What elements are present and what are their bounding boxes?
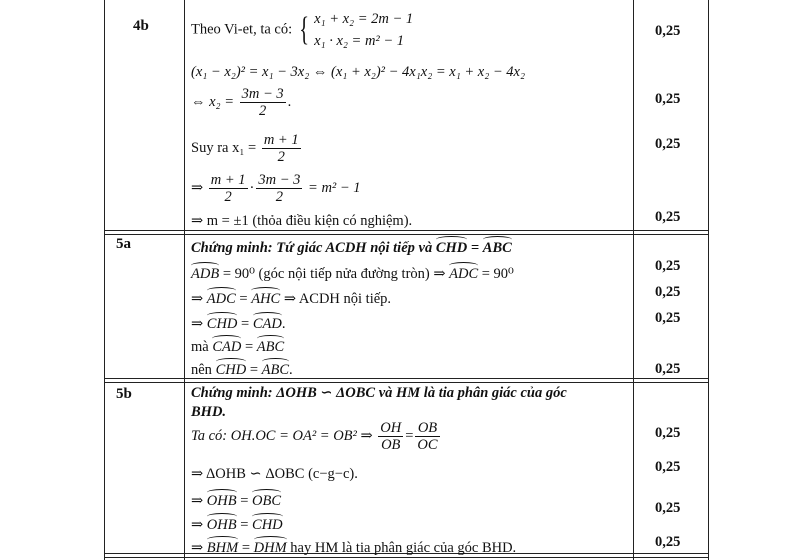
proof-5b-l3-pre: ⇒ <box>191 493 204 509</box>
eq3-suffix: . <box>287 93 292 110</box>
section-heading-5b-line-2: BHD. <box>191 404 227 420</box>
proof-5b-l1-eq: = <box>405 427 414 444</box>
proof-5a-l3-pre: ⇒ <box>191 316 204 332</box>
proof-5a-l2-eq: = <box>239 291 248 307</box>
score-5a-1: 0,25 <box>655 258 681 274</box>
proof-5a-line-1 <box>191 262 514 283</box>
vieta-line <box>191 8 413 52</box>
equation-line-3 <box>191 86 291 119</box>
vieta-product: x₁ · x₂ = m² − 1 <box>314 33 405 49</box>
arc-cad-2: CAD <box>212 335 241 356</box>
section-heading-5b-line-1: Chứng minh: ΔOHB ∽ ΔOBC và HM là tia phân giác của góc <box>191 385 567 401</box>
proof-5a-l2-end: ⇒ ACDH nội tiếp. <box>283 291 392 307</box>
proof-5b-l1-pre: Ta có: OH.OC = OA² = OB² ⇒ <box>191 427 373 444</box>
arc-adb: ADB <box>191 262 219 283</box>
column-divider-2 <box>633 0 634 560</box>
table-border-right <box>708 0 709 560</box>
score-5a-2: 0,25 <box>655 284 681 300</box>
arc-bhm: BHM <box>207 536 238 557</box>
section-heading-5a <box>191 236 512 257</box>
arc-abc-2: ABC <box>257 335 284 356</box>
equation-line-2: (x₁ − x₂)² = x₁ − 3x₂ ⇔ (x₁ + x₂)² − 4x₁x₂ = x₁ + x₂ − 4x₂ <box>191 64 526 80</box>
arc-obc: OBC <box>252 489 281 510</box>
fraction-x2-den: 2 <box>259 103 267 119</box>
arc-chd-2: CHD <box>207 312 238 333</box>
equation-line-6: ⇒ m = ±1 (thỏa điều kiện có nghiệm). <box>191 213 413 229</box>
fraction-oh-ob-num: OH <box>380 420 402 436</box>
eq4-prefix: Suy ra x₁ = <box>191 139 257 156</box>
fraction-a-den: 2 <box>224 189 232 205</box>
equation-line-5 <box>191 172 361 205</box>
fraction-oh-ob-den: OB <box>381 437 401 453</box>
eq5-prefix: ⇒ <box>191 179 204 196</box>
brace-icon: { <box>299 11 309 48</box>
score-5b-1: 0,25 <box>655 425 681 441</box>
fraction-a <box>209 172 248 205</box>
proof-5a-l1-mid: = 90⁰ (góc nội tiếp nửa đường tròn) ⇒ <box>222 266 446 282</box>
fraction-a-num: m + 1 <box>210 172 246 188</box>
arc-chd: CHD <box>436 236 467 257</box>
arc-abc-3: ABC <box>262 358 289 379</box>
arc-ahc: AHC <box>251 287 280 308</box>
arc-adc: ADC <box>449 262 478 283</box>
score-4b-4: 0,25 <box>655 209 681 225</box>
row-label-4b: 4b <box>133 18 149 34</box>
proof-5b-l5-pre: ⇒ <box>191 540 204 556</box>
row-divider-4b-5a <box>104 230 709 235</box>
proof-5a-line-4 <box>191 335 284 356</box>
proof-5a-line-3 <box>191 312 285 333</box>
proof-5a-l2-pre: ⇒ <box>191 291 204 307</box>
arc-dhm: DHM <box>254 536 287 557</box>
eq5-dot: · <box>249 179 255 196</box>
score-4b-2: 0,25 <box>655 91 681 107</box>
table-border-left <box>104 0 105 560</box>
fraction-x1 <box>262 132 301 165</box>
proof-5a-l5-end: . <box>289 362 293 378</box>
arc-chd-3: CHD <box>216 358 247 379</box>
arc-ohb: OHB <box>207 489 237 510</box>
proof-5a-l5-pre: nên <box>191 362 212 378</box>
vieta-sum: x₁ + x₂ = 2m − 1 <box>314 11 414 27</box>
score-4b-3: 0,25 <box>655 136 681 152</box>
heading-5a-eq: = <box>470 240 480 256</box>
proof-5a-line-2 <box>191 287 391 308</box>
proof-5a-l3-end: . <box>281 316 286 332</box>
row-label-5b: 5b <box>116 386 132 402</box>
proof-5b-line-1 <box>191 420 442 453</box>
fraction-x1-num: m + 1 <box>263 132 299 148</box>
vieta-prefix: Theo Vi-et, ta có: <box>191 21 293 38</box>
proof-5b-line-5 <box>191 536 516 557</box>
column-divider-1 <box>184 0 185 560</box>
row-label-5a: 5a <box>116 236 131 252</box>
proof-5b-line-3 <box>191 489 281 510</box>
score-4b-1: 0,25 <box>655 23 681 39</box>
arc-cad: CAD <box>253 312 282 333</box>
score-5b-4: 0,25 <box>655 534 681 550</box>
fraction-oh-ob <box>378 420 403 453</box>
arc-adc-2: ADC <box>207 287 236 308</box>
score-5a-4: 0,25 <box>655 361 681 377</box>
arc-abc: ABC <box>483 236 512 257</box>
fraction-b-num: 3m − 3 <box>258 172 301 188</box>
fraction-ob-oc <box>415 420 439 453</box>
score-5a-3: 0,25 <box>655 310 681 326</box>
fraction-x2-num: 3m − 3 <box>241 86 284 102</box>
eq5-suffix: = m² − 1 <box>308 179 361 196</box>
fraction-ob-oc-den: OC <box>417 437 438 453</box>
proof-5b-l5-end: hay HM là tia phân giác của góc BHD. <box>290 540 517 556</box>
proof-5b-l4-pre: ⇒ <box>191 517 204 533</box>
equation-line-4 <box>191 132 303 165</box>
proof-5a-l4-eq: = <box>244 339 254 355</box>
proof-5b-l3-eq: = <box>240 493 249 509</box>
fraction-x2 <box>240 86 286 119</box>
heading-5a-text: Chứng minh: Tứ giác ACDH nội tiếp và <box>191 240 433 256</box>
arc-ohb-2: OHB <box>207 513 237 534</box>
eq3-prefix: ⇔ x₂ = <box>191 93 235 110</box>
fraction-x1-den: 2 <box>277 149 285 165</box>
proof-5b-l4-eq: = <box>240 517 249 533</box>
fraction-b <box>256 172 302 205</box>
proof-5a-l1-end: = 90⁰ <box>481 266 514 282</box>
proof-5b-line-2: ⇒ ΔOHB ∽ ΔOBC (c−g−c). <box>191 466 358 482</box>
fraction-b-den: 2 <box>275 189 284 205</box>
proof-5b-l5-eq: = <box>241 540 251 556</box>
proof-5b-line-4 <box>191 513 283 534</box>
proof-5a-line-5 <box>191 358 293 379</box>
score-5b-2: 0,25 <box>655 459 681 475</box>
proof-5a-l5-eq: = <box>249 362 258 378</box>
fraction-ob-oc-num: OB <box>415 420 439 437</box>
score-5b-3: 0,25 <box>655 500 681 516</box>
proof-5a-l4-pre: mà <box>191 339 209 355</box>
proof-5a-l3-eq: = <box>241 316 250 332</box>
arc-chd-4: CHD <box>252 513 283 534</box>
